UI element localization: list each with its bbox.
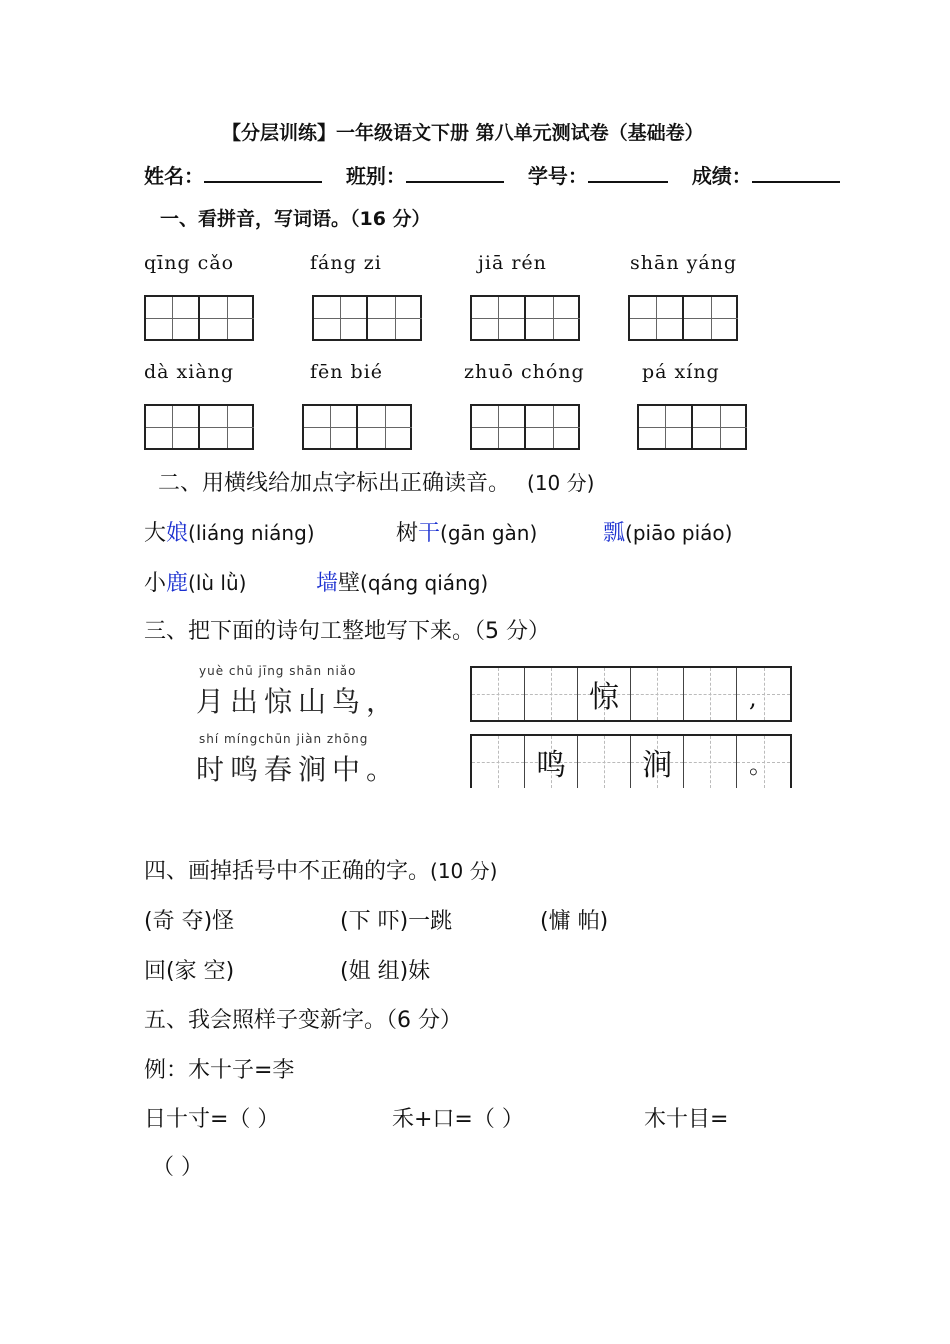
pinyin-jia-ren: jiā rén [478,252,547,274]
writing-box[interactable] [470,295,580,341]
dotted-char: 干 [418,521,441,546]
reading-options[interactable]: (gān gàn) [440,521,538,545]
section2-heading [158,466,594,497]
writing-box[interactable] [628,295,738,341]
pinyin-qing-cao: qīng cǎo [144,252,235,274]
grid-cell[interactable] [684,736,737,788]
poem-line2: 时鸣春涧中。 [196,753,401,786]
pinyin-zhuo-chong: zhuō chóng [464,361,585,383]
cross-out-item[interactable]: (下 吓)一跳 [340,909,453,934]
dotted-char: 娘 [166,521,189,546]
item-text: 小 [144,571,167,596]
section5-heading: 五、我会照样子变新字。（6 分） [144,1008,462,1033]
writing-box[interactable] [470,404,580,450]
new-char-item[interactable]: 木十目= [644,1107,729,1132]
pinyin-fang-zi: fáng zi [310,252,382,274]
score-label: 成绩： [691,164,752,188]
dotted-char: 鹿 [166,571,189,596]
reading-item [144,516,315,547]
number-blank[interactable] [588,161,668,183]
grid-cell[interactable] [472,736,525,788]
section4-heading [144,854,497,885]
grid-cell[interactable]: 鸣 [525,736,578,788]
copy-grid-line1[interactable] [470,666,792,722]
new-char-item[interactable]: 日十寸=（ ） [144,1107,280,1132]
reading-item [316,566,488,597]
writing-box[interactable] [302,404,412,450]
cross-out-item[interactable]: (慵 帕) [540,909,609,934]
reading-item [603,516,732,547]
reading-item [396,516,537,547]
grid-cell[interactable] [578,736,631,788]
reading-options[interactable]: (qáng qiáng) [360,571,489,595]
grid-cell[interactable] [631,668,684,720]
grid-cell[interactable] [472,668,525,720]
page-title: 【分层训练】一年级语文下册 第八单元测试卷（基础卷） [222,122,704,144]
name-label: 姓名： [144,164,204,188]
reading-options[interactable]: (lù lǜ) [188,571,247,595]
cross-out-item[interactable]: (姐 组)妹 [340,959,431,984]
writing-box[interactable] [637,404,747,450]
item-text: 壁 [338,571,361,596]
reading-item [144,566,246,597]
score-blank[interactable] [752,161,840,183]
pinyin-pa-xing: pá xíng [642,361,720,383]
writing-box[interactable] [144,295,254,341]
number-label: 学号： [527,164,588,188]
section4-heading-text: 四、画掉括号中不正确的字。 [144,859,431,884]
example-text: 例：木十子=李 [144,1058,295,1083]
grid-cell[interactable]: 涧 [631,736,684,788]
class-blank[interactable] [406,161,504,183]
poem-pinyin-line1: yuè chū jīng shān niǎo [199,664,357,678]
new-char-answer[interactable]: （ ） [152,1155,203,1180]
grid-cell[interactable]: , [737,668,790,720]
writing-box[interactable] [312,295,422,341]
writing-box[interactable] [144,404,254,450]
cross-out-item[interactable]: 回(家 空) [144,959,235,984]
pinyin-shan-yang: shān yáng [630,252,738,274]
reading-options[interactable]: (piāo piáo) [625,521,733,545]
section3-heading: 三、把下面的诗句工整地写下来。（5 分） [144,619,550,644]
grid-cell[interactable] [525,668,578,720]
grid-cell[interactable] [684,668,737,720]
dotted-char: 瓢 [603,521,626,546]
class-label: 班别： [345,164,406,188]
poem-line1: 月出惊山鸟， [196,685,401,718]
pinyin-da-xiang: dà xiàng [144,361,235,383]
reading-options[interactable]: (liáng niáng) [188,521,315,545]
student-info-row [144,160,840,189]
item-text: 大 [144,521,167,546]
new-char-item[interactable]: 禾+口=（ ） [392,1107,524,1132]
pinyin-fen-bie: fēn bié [310,361,384,383]
cross-out-item[interactable]: (奇 夺)怪 [144,909,235,934]
section2-heading-text: 二、用横线给加点字标出正确读音。 [158,471,511,496]
grid-cell[interactable]: 。 [737,736,790,788]
grid-cell[interactable]: 惊 [578,668,631,720]
dotted-char: 墙 [316,571,339,596]
name-blank[interactable] [204,161,322,183]
section2-score: (10 分) [527,471,595,495]
copy-grid-line2[interactable] [470,734,792,788]
section4-score: (10 分) [430,859,498,883]
item-text: 树 [396,521,419,546]
section1-heading: 一、看拼音，写词语。（16 分） [160,208,431,230]
poem-pinyin-line2: shí míngchūn jiàn zhōng [199,732,369,746]
